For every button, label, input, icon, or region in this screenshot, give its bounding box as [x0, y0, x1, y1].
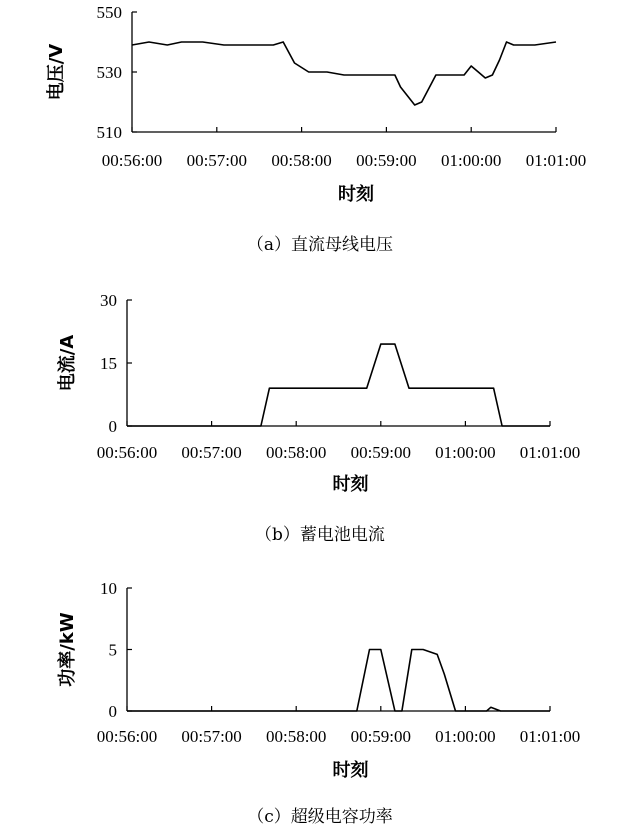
x-tick-label: 01:00:00: [435, 443, 496, 462]
series-line: [127, 344, 550, 426]
x-tick-label: 00:58:00: [265, 443, 327, 462]
x-tick-label: 00:59:00: [350, 443, 412, 462]
x-tick-label: 00:56:00: [101, 151, 163, 170]
x-axis-title: 时刻: [332, 760, 369, 781]
x-tick-label: 01:01:00: [519, 443, 581, 462]
x-tick-label: 00:56:00: [96, 443, 158, 462]
x-tick-label: 00:57:00: [181, 727, 242, 746]
x-axis-title: 时刻: [338, 184, 374, 205]
y-axis-title: 电压/V: [46, 43, 67, 101]
y-axis-title: 电流/A: [57, 334, 78, 392]
y-tick-label: 530: [96, 63, 122, 82]
y-tick-label: 550: [96, 3, 122, 22]
panel-caption: （a）直流母线电压: [246, 235, 394, 255]
x-axis-title: 时刻: [332, 474, 369, 495]
panel-caption: （b）蓄电池电流: [255, 525, 385, 545]
x-tick-label: 01:01:00: [519, 727, 581, 746]
x-tick-label: 00:57:00: [181, 443, 242, 462]
y-tick-label: 5: [108, 640, 117, 660]
x-tick-label: 00:56:00: [96, 727, 158, 746]
y-tick-label: 15: [100, 354, 117, 373]
y-tick-label: 30: [100, 291, 117, 310]
series-line: [132, 42, 556, 105]
x-tick-label: 00:59:00: [356, 151, 417, 170]
x-tick-label: 00:57:00: [186, 151, 248, 170]
x-tick-label: 01:00:00: [435, 727, 496, 746]
x-tick-label: 01:00:00: [440, 151, 502, 170]
x-tick-label: 00:58:00: [271, 151, 332, 170]
y-tick-label: 0: [108, 417, 117, 436]
x-tick-label: 01:01:00: [525, 151, 587, 170]
y-tick-label: 10: [100, 579, 117, 598]
series-line: [127, 650, 550, 712]
panel-caption: （c）超级电容功率: [247, 807, 393, 827]
x-tick-label: 00:58:00: [265, 727, 327, 746]
y-tick-label: 510: [96, 123, 122, 142]
y-axis-title: 功率/kW: [57, 612, 78, 687]
y-tick-label: 0: [108, 702, 117, 721]
x-tick-label: 00:59:00: [350, 727, 412, 746]
